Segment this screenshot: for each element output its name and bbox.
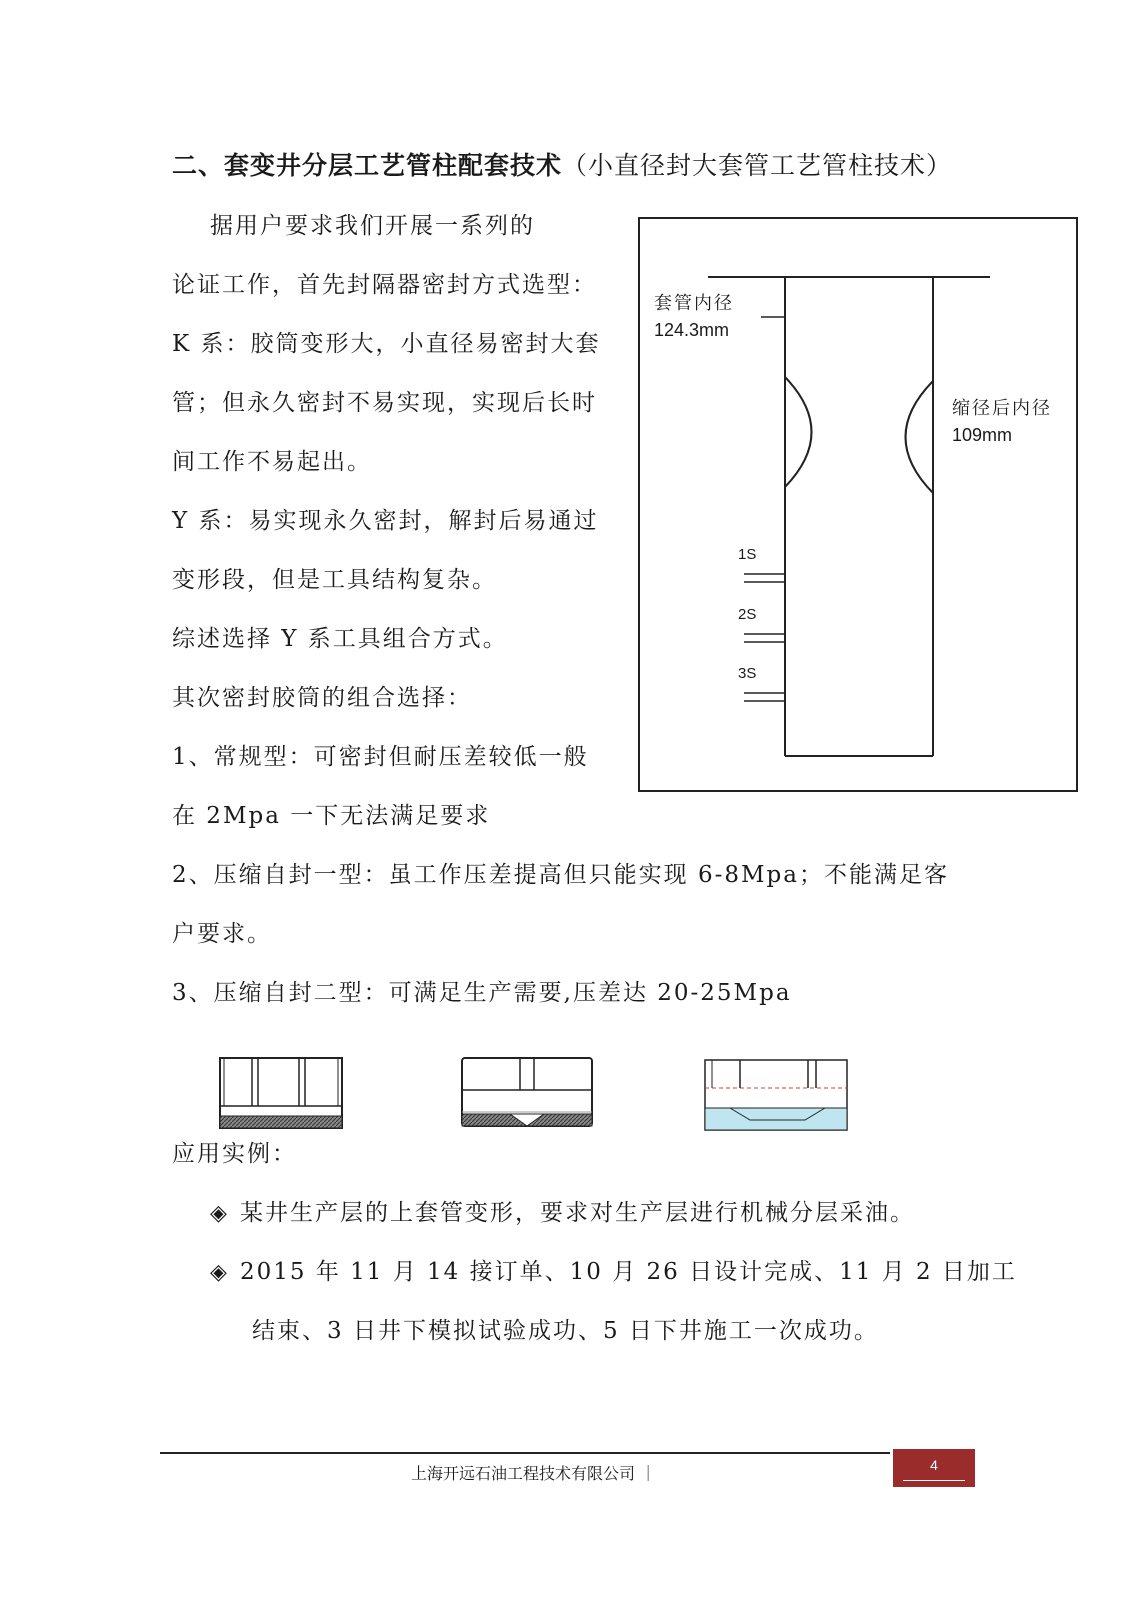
compression-type-one-figure (462, 1058, 592, 1126)
paragraph-line: K 系：胶筒变形大，小直径易密封大套 (172, 331, 601, 357)
mark-2s-label: 2S (738, 606, 757, 623)
diamond-bullet-icon: ◈ (210, 1201, 229, 1226)
mark-3s-label: 3S (738, 665, 757, 682)
casing-inner-diameter-value: 124.3mm (654, 320, 730, 340)
paragraph-line: 间工作不易起出。 (172, 449, 372, 475)
reduced-diameter-label: 缩径后内径 (952, 398, 1052, 419)
example-bullet-continuation: 结束、3 日井下模拟试验成功、5 日下井施工一次成功。 (252, 1318, 879, 1344)
paragraph-line: 1、常规型：可密封但耐压差较低一般 (172, 744, 589, 770)
example-bullet-item (210, 1194, 915, 1227)
paragraph-line: 管；但永久密封不易实现，实现后长时 (172, 390, 597, 416)
paragraph-line: 变形段，但是工具结构复杂。 (172, 567, 497, 593)
paragraph-line: 户要求。 (172, 921, 272, 947)
footer-company-name: 上海开远石油工程技术有限公司 ｜ (411, 1464, 657, 1483)
conventional-element-figure (220, 1058, 342, 1128)
packer-element-figures (200, 1050, 880, 1140)
paragraph-line: 综述选择 Y 系工具组合方式。 (172, 626, 508, 652)
example-bullet-item (210, 1253, 1017, 1286)
example-bullet-text: 2015 年 11 月 14 接订单、10 月 26 日设计完成、11 月 2 日加工 (240, 1259, 1017, 1285)
paragraph-line: 其次密封胶筒的组合选择： (172, 685, 472, 711)
paragraph-line: 据用户要求我们开展一系列的 (210, 213, 535, 239)
deformation-left (785, 377, 812, 487)
section-heading-main: 二、套变井分层工艺管柱配套技术 (172, 151, 563, 180)
footer-divider (160, 1452, 890, 1454)
compression-type-two-figure (705, 1060, 847, 1130)
reduced-diameter-value: 109mm (952, 425, 1013, 445)
casing-diagram (638, 217, 1078, 792)
paragraph-line: 在 2Mpa 一下无法满足要求 (172, 803, 491, 829)
page-number-badge (893, 1449, 975, 1487)
example-bullet-text: 某井生产层的上套管变形，要求对生产层进行机械分层采油。 (240, 1200, 915, 1226)
deformation-right (906, 381, 934, 493)
page-number: 4 (930, 1457, 938, 1473)
diamond-bullet-icon: ◈ (210, 1260, 229, 1285)
paragraph-line: 3、压缩自封二型：可满足生产需要,压差达 20-25Mpa (172, 980, 792, 1006)
paragraph-line: 2、压缩自封一型：虽工作压差提高但只能实现 6-8Mpa；不能满足客 (172, 862, 949, 888)
paragraph-line: 论证工作，首先封隔器密封方式选型： (172, 272, 597, 298)
mark-1s-label: 1S (738, 546, 757, 563)
examples-title: 应用实例： (172, 1141, 297, 1167)
section-heading-subtitle: （小直径封大套管工艺管柱技术） (562, 151, 953, 180)
section-heading (172, 146, 952, 182)
casing-inner-diameter-label: 套管内径 (654, 293, 734, 314)
paragraph-line: Y 系：易实现永久密封，解封后易通过 (172, 508, 599, 534)
page-number-underline (903, 1480, 965, 1481)
